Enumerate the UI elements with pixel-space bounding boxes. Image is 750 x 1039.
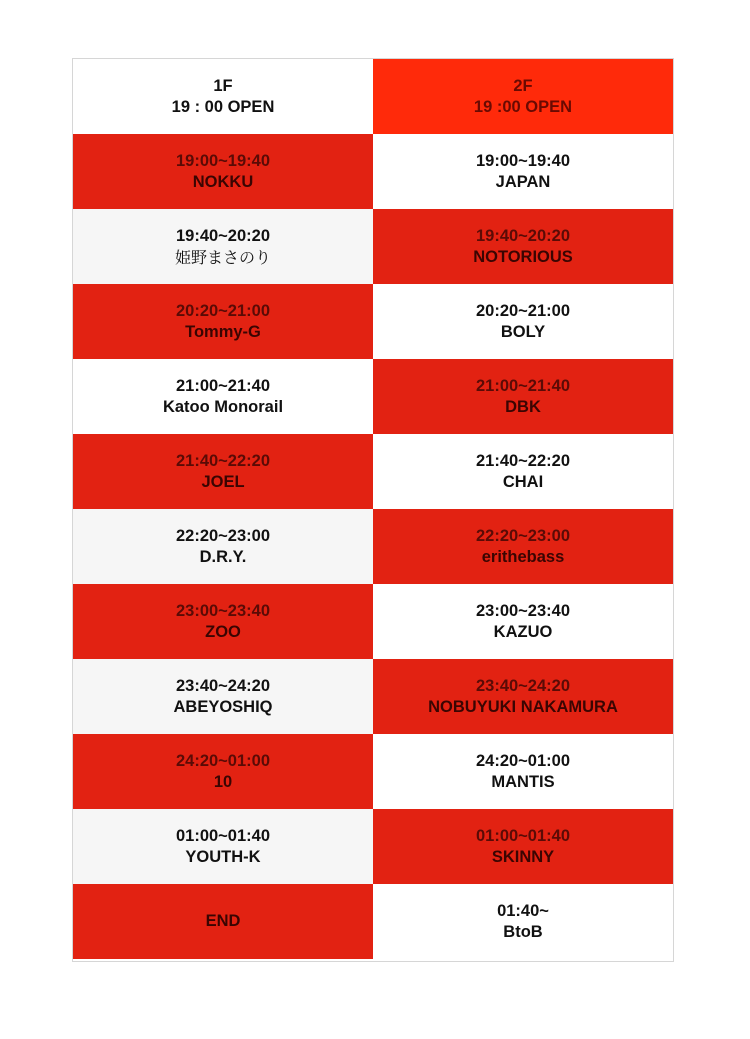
slot-time: 01:00~01:40: [175, 826, 271, 845]
slot-time: 01:40~: [497, 901, 549, 920]
floor2-slot: [373, 209, 673, 284]
floor2-slot: [373, 359, 673, 434]
slot-act: D.R.Y.: [199, 547, 247, 566]
slot-time: 24:20~01:00: [175, 751, 271, 770]
floor2-open-time: 19 :00 OPEN: [473, 97, 573, 116]
floor1-slot: [73, 209, 373, 284]
floor2-slot: [373, 809, 673, 884]
slot-act: DBK: [505, 397, 541, 416]
slot-act: KAZUO: [493, 622, 553, 641]
floor1-header: [73, 59, 373, 134]
floor1-slot: [73, 734, 373, 809]
floor2-header: [373, 59, 673, 134]
slot-act: NOBUYUKI NAKAMURA: [428, 697, 618, 716]
slot-act: Katoo Monorail: [162, 397, 284, 416]
slot-time: 01:00~01:40: [475, 826, 571, 845]
slot-time: 21:00~21:40: [475, 376, 571, 395]
floor2-slot: [373, 509, 673, 584]
slot-act: 姫野まさのり: [174, 247, 271, 267]
floor1-slot: [73, 509, 373, 584]
slot-act: NOKKU: [192, 172, 254, 191]
slot-time: 19:40~20:20: [175, 226, 271, 245]
slot-time: 21:40~22:20: [475, 451, 571, 470]
floor1-slot: [73, 659, 373, 734]
floor1-slot: [73, 359, 373, 434]
slot-act: erithebass: [481, 547, 565, 566]
floor1-label: 1F: [213, 76, 233, 95]
floor2-slot: [373, 434, 673, 509]
slot-act: ABEYOSHIQ: [173, 697, 273, 716]
slot-time: 19:00~19:40: [175, 151, 271, 170]
floor2-slot: [373, 134, 673, 209]
slot-time: 23:40~24:20: [475, 676, 571, 695]
slot-time: 21:00~21:40: [175, 376, 271, 395]
floor1-slot: [73, 284, 373, 359]
timetable: [72, 58, 674, 962]
floor2-slot: [373, 584, 673, 659]
slot-time: 23:40~24:20: [175, 676, 271, 695]
slot-time: 20:20~21:00: [175, 301, 271, 320]
floor2-label: 2F: [513, 76, 533, 95]
floor2-slot: [373, 884, 673, 959]
slot-time: 22:20~23:00: [475, 526, 571, 545]
floor1-slot: [73, 134, 373, 209]
slot-act: SKINNY: [491, 847, 555, 866]
floor2-slot: [373, 734, 673, 809]
slot-act: ZOO: [205, 622, 241, 641]
slot-act: JAPAN: [495, 172, 551, 191]
slot-time: 20:20~21:00: [475, 301, 571, 320]
slot-time: 19:00~19:40: [475, 151, 571, 170]
slot-act: BtoB: [503, 922, 543, 941]
slot-act: BOLY: [500, 322, 546, 341]
slot-act: Tommy-G: [185, 322, 261, 341]
floor1-slot: [73, 434, 373, 509]
slot-act: MANTIS: [491, 772, 555, 791]
floor2-slot: [373, 284, 673, 359]
slot-time: 23:00~23:40: [475, 601, 571, 620]
floor1-end: [73, 884, 373, 959]
floor1-open-time: 19 : 00 OPEN: [171, 97, 275, 116]
floor1-slot: [73, 584, 373, 659]
slot-time: 23:00~23:40: [175, 601, 271, 620]
end-label: END: [205, 912, 241, 930]
floor1-slot: [73, 809, 373, 884]
slot-act: JOEL: [201, 472, 245, 491]
slot-act: 10: [213, 772, 233, 791]
slot-time: 24:20~01:00: [475, 751, 571, 770]
slot-time: 21:40~22:20: [175, 451, 271, 470]
slot-time: 19:40~20:20: [475, 226, 571, 245]
slot-act: NOTORIOUS: [473, 247, 573, 266]
floor2-slot: [373, 659, 673, 734]
slot-act: CHAI: [502, 472, 544, 491]
slot-time: 22:20~23:00: [175, 526, 271, 545]
slot-act: YOUTH-K: [185, 847, 261, 866]
